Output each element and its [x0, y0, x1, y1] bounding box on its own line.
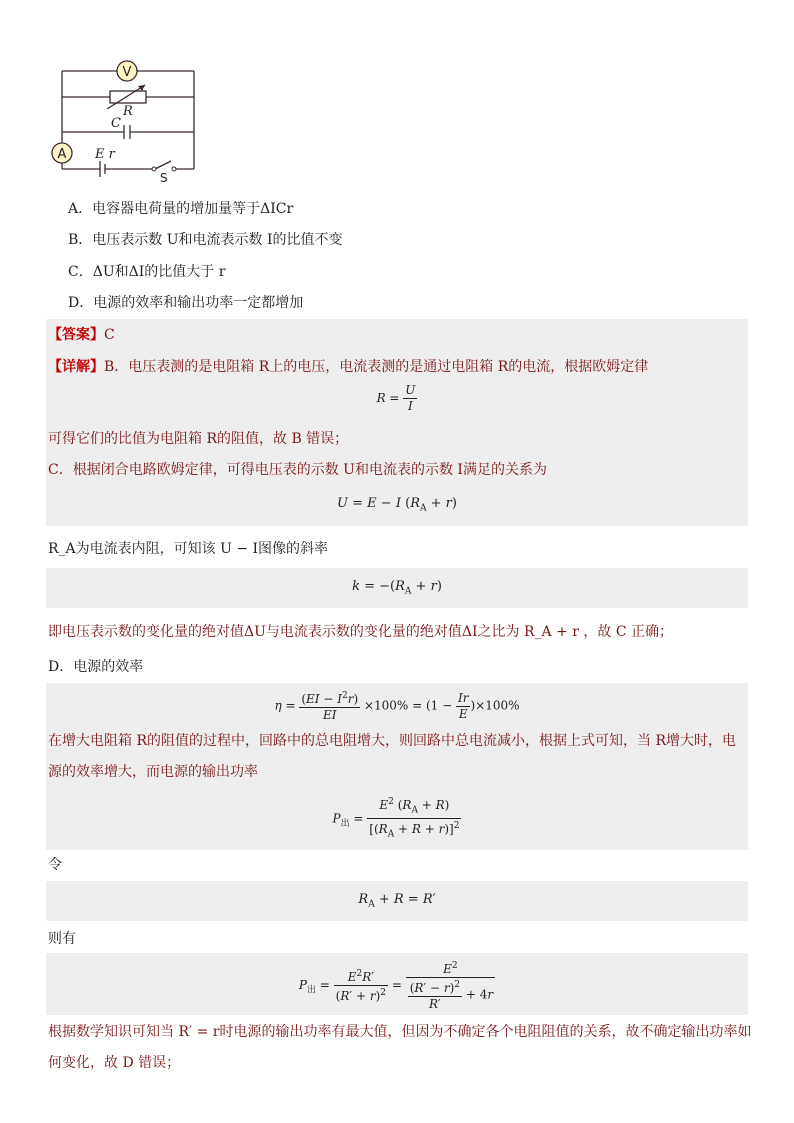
switch-label: S	[160, 171, 168, 185]
formula-r-prime: $R_A + R = R'$	[358, 892, 436, 910]
formula-output-power: $P_出$ = $\frac{E^2 (R_A + R)}{[(R_A + R + r)]^2}$	[332, 797, 460, 840]
option-a: A．电容器电荷量的增加量等于ΔICr	[68, 201, 294, 217]
option-b: B．电压表示数 U和电流表示数 I的比值不变	[68, 232, 343, 248]
detail-d-line7: 何变化，故 D 错误；	[48, 1055, 181, 1071]
formula-r-equals-u-over-i: R = $\frac{U}{I}$	[376, 383, 416, 413]
detail-c-line2: R_A为电流表内阻，可知该 U − I图像的斜率	[48, 541, 329, 557]
detail-b-text: B．电压表测的是电阻箱 R上的电压，电流表测的是通过电阻箱 R的电流，根据欧姆定律	[104, 359, 649, 375]
detail-d-line1: D．电源的效率	[48, 659, 144, 675]
detail-b-line1	[48, 357, 648, 377]
answer-line	[48, 325, 115, 345]
detail-c-line1: C．根据闭合电路欧姆定律，可得电压表的示数 U和电流表的示数 I满足的关系为	[48, 462, 547, 478]
detail-d-line3: 源的效率增大，而电源的输出功率	[48, 764, 258, 780]
answer-shade-block	[46, 319, 748, 526]
detail-b-line2: 可得它们的比值为电阻箱 R的阻值，故 B 错误；	[48, 431, 349, 447]
detail-label: 【详解】	[48, 359, 104, 375]
ammeter-label: A	[57, 147, 67, 162]
voltmeter-label: V	[122, 65, 132, 80]
answer-value: C	[104, 327, 115, 343]
option-d: D．电源的效率和输出功率一定都增加	[68, 295, 304, 311]
formula-slope-k: $k = -(R_A + r)$	[352, 579, 442, 597]
detail-d-line5: 则有	[48, 931, 76, 947]
detail-d-line4: 令	[48, 857, 62, 873]
formula-u-e-ir: U = E − I $(R_A + r)$	[337, 496, 457, 514]
formula-efficiency: η = $\frac{(EI - I^2r)}{EI}$ ×100% = (1 − $\frac{Ir}{E}$ )×100%	[274, 690, 520, 722]
formula-power-rprime: $P_出$ = $\frac{E^2R'}{(R' + r)^2}$ = $E^2$ $\frac{(R' - r)^2}{R'}$ + 4r	[298, 961, 494, 1011]
detail-d-line2: 在增大电阻箱 R的阻值的过程中，回路中的总电阻增大，则回路中总电流减小，根据上式可知，当 R增大时，电	[48, 733, 736, 749]
capacitor-label: C	[111, 116, 121, 131]
circuit-diagram	[45, 55, 205, 185]
battery-label: E r	[95, 147, 115, 162]
detail-c-line3: 即电压表示数的变化量的绝对值ΔU与电流表示数的变化量的绝对值ΔI之比为 R_A + r ，故 C 正确；	[48, 624, 674, 640]
answer-label: 【答案】	[48, 327, 104, 343]
resistor-label: R	[123, 104, 133, 119]
option-c: C．ΔU和ΔI的比值大于 r	[68, 264, 226, 280]
detail-d-line6: 根据数学知识可知当 R′ = r时电源的输出功率有最大值，但因为不确定各个电阻阻值的关系，故不确定输出功率如	[48, 1024, 752, 1040]
